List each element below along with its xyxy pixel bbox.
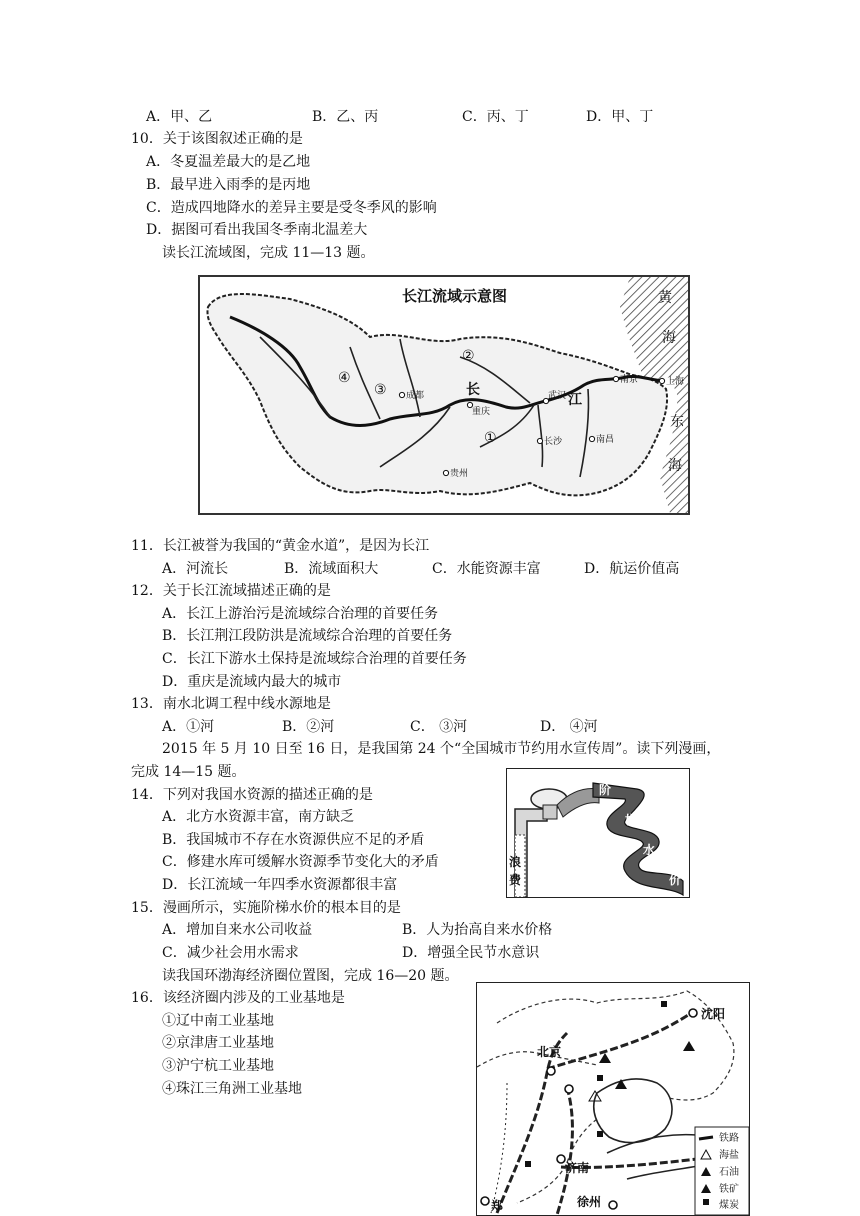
bohai-economic-circle-map [476,982,750,1216]
q15-stem: 15．漫画所示，实施阶梯水价的根本目的是 [131,900,401,916]
q10-option-b: B．最早进入雨季的是丙地 [146,177,311,193]
q14-option-b: B．我国城市不存在水资源供应不足的矛盾 [162,832,425,848]
legend-coal: 煤炭 [719,1200,739,1211]
q15-option-a: A．增加自来水公司收益 [162,922,313,938]
city-dot-changsha [537,438,542,443]
city-beijing [547,1067,555,1075]
cartoon-char-2: 梯 [625,813,638,827]
coal-symbol [597,1131,603,1137]
legend-sea-salt: 海盐 [719,1150,739,1161]
legend-railway: 铁路 [719,1133,739,1144]
label-nanchang: 南昌 [596,435,615,445]
coal-symbol [661,1001,667,1007]
cartoon-char-1: 阶 [599,783,612,797]
q16-option-4: ④珠江三角洲工业基地 [162,1081,302,1097]
q13-option-c: C． ③河 [410,719,468,735]
city-dot-nanjing [613,376,618,381]
cartoon-char-4: 价 [669,873,682,887]
label-shanghai: 上海 [666,377,685,387]
q12-option-b: B．长江荆江段防洪是流域综合治理的首要任务 [162,628,453,644]
basin-outline [207,294,667,495]
label-jiang: 江 [568,392,582,408]
q16-option-3: ③沪宁杭工业基地 [162,1058,274,1074]
q14-option-c: C．修建水库可缓解水资源季节变化大的矛盾 [162,854,439,870]
q10-option-d: D．据图可看出我国冬季南北温差大 [146,222,368,238]
q16-option-2: ②京津唐工业基地 [162,1035,274,1051]
q11-stem: 11．长江被誉为我国的“黄金水道”，是因为长江 [131,538,430,554]
city-xuzhou [609,1201,617,1209]
label-river-3: ③ [374,382,387,398]
label-zheng: 郑 [491,1199,504,1213]
q9-option-b: B．乙、丙 [312,109,379,125]
railway-5 [491,1083,507,1213]
city-dot-nanchang [589,436,594,441]
cartoon-svg [507,769,689,897]
q15-options-row2 [0,944,860,962]
coal-symbol [597,1075,603,1081]
q11-options [0,560,860,578]
q12-option-d: D．重庆是流域内最大的城市 [162,674,342,690]
q16-option-1: ①辽中南工业基地 [162,1013,274,1029]
yangtze-map-svg [200,277,688,513]
label-chongqing: 重庆 [472,407,491,417]
q9-option-d: D．甲、丁 [586,109,654,125]
intro-14-15-line2: 完成 14—15 题。 [131,764,246,780]
intro-11-13: 读长江流域图，完成 11—13 题。 [162,245,375,261]
city-tianjin [565,1085,573,1093]
label-shenyang: 沈阳 [701,1007,726,1021]
q15-option-d: D．增强全民节水意识 [402,945,540,961]
label-hai-2: 海 [668,458,682,474]
label-river-1: ① [484,430,497,446]
q9-option-c: C．丙、丁 [462,109,529,125]
label-jinan: 济南 [565,1161,590,1175]
q10-option-c: C．造成四地降水的差异主要是受冬季风的影响 [146,200,437,216]
label-guiyang: 贵州 [450,469,469,479]
yangtze-map-title: 长江流域示意图 [402,287,508,305]
q14-stem: 14．下列对我国水资源的描述正确的是 [131,787,373,803]
q13-option-b: B．②河 [282,719,335,735]
cartoon-label-lang: 浪 [509,855,522,869]
q9-options [0,108,860,126]
q13-options [0,718,860,736]
yangtze-basin-map [198,275,690,515]
label-xuzhou: 徐州 [577,1195,602,1209]
q9-option-a: A．甲、乙 [146,109,213,125]
label-nanjing: 南京 [620,375,639,385]
intro-16-20: 读我国环渤海经济圈位置图，完成 16—20 题。 [162,968,459,984]
cartoon-char-3: 水 [643,843,656,857]
q13-option-a: A．①河 [162,719,215,735]
q15-option-b: B．人为抬高自来水价格 [402,922,553,938]
city-zhengzhou [481,1197,489,1205]
q16-stem: 16．该经济圈内涉及的工业基地是 [131,990,345,1006]
label-huang: 黄 [658,290,672,306]
q11-option-d: D．航运价值高 [584,561,680,577]
legend-iron-ore: 铁矿 [719,1184,739,1195]
q15-option-c: C．减少社会用水需求 [162,945,299,961]
q11-option-c: C．水能资源丰富 [432,561,541,577]
q15-options-row1 [0,921,860,939]
city-jinan [557,1155,565,1163]
q12-option-c: C．长江下游水土保持是流域综合治理的首要任务 [162,651,467,667]
legend-railway-line [699,1137,713,1139]
q11-option-b: B．流域面积大 [284,561,379,577]
q10-option-a: A．冬夏温差最大的是乙地 [146,154,311,170]
label-chang: 长 [466,382,480,398]
intro-14-15-line1: 2015 年 5 月 10 日至 16 日，是我国第 24 个“全国城市节约用水宣传周”。读下列漫画， [162,741,721,757]
label-beijing: 北京 [537,1045,562,1059]
city-shenyang [689,1009,697,1017]
railway-3 [557,1087,572,1215]
faucet-valve [543,805,557,819]
oil-symbol [599,1053,611,1063]
legend-coal-icon [703,1199,709,1205]
label-river-4: ④ [338,370,351,386]
city-dot-chengdu [399,392,404,397]
water-price-cartoon [506,768,690,898]
label-wuhan: 武汉 [548,391,567,401]
label-changsha: 长沙 [544,437,563,447]
q10-stem: 10．关于该图叙述正确的是 [131,131,303,147]
q12-stem: 12．关于长江流域描述正确的是 [131,583,331,599]
city-dot-guiyang [443,470,448,475]
q13-option-d: D． ④河 [540,719,598,735]
city-dot-shanghai [659,378,664,383]
railway-2 [547,1013,691,1069]
cartoon-label-fei: 费 [509,873,522,887]
label-river-2: ② [462,348,475,364]
coal-symbol [525,1161,531,1167]
oil-symbol [683,1041,695,1051]
label-chengdu: 成都 [406,391,425,401]
bohai-sea [594,1079,672,1143]
q12-option-a: A．长江上游治污是流域综合治理的首要任务 [162,606,439,622]
legend-oil: 石油 [719,1167,739,1178]
q11-option-a: A．河流长 [162,561,229,577]
label-dong: 东 [670,414,684,430]
q14-option-d: D．长江流域一年四季水资源都很丰富 [162,877,398,893]
label-hai-1: 海 [662,330,676,346]
q13-stem: 13．南水北调工程中线水源地是 [131,696,331,712]
q14-option-a: A．北方水资源丰富，南方缺乏 [162,809,355,825]
